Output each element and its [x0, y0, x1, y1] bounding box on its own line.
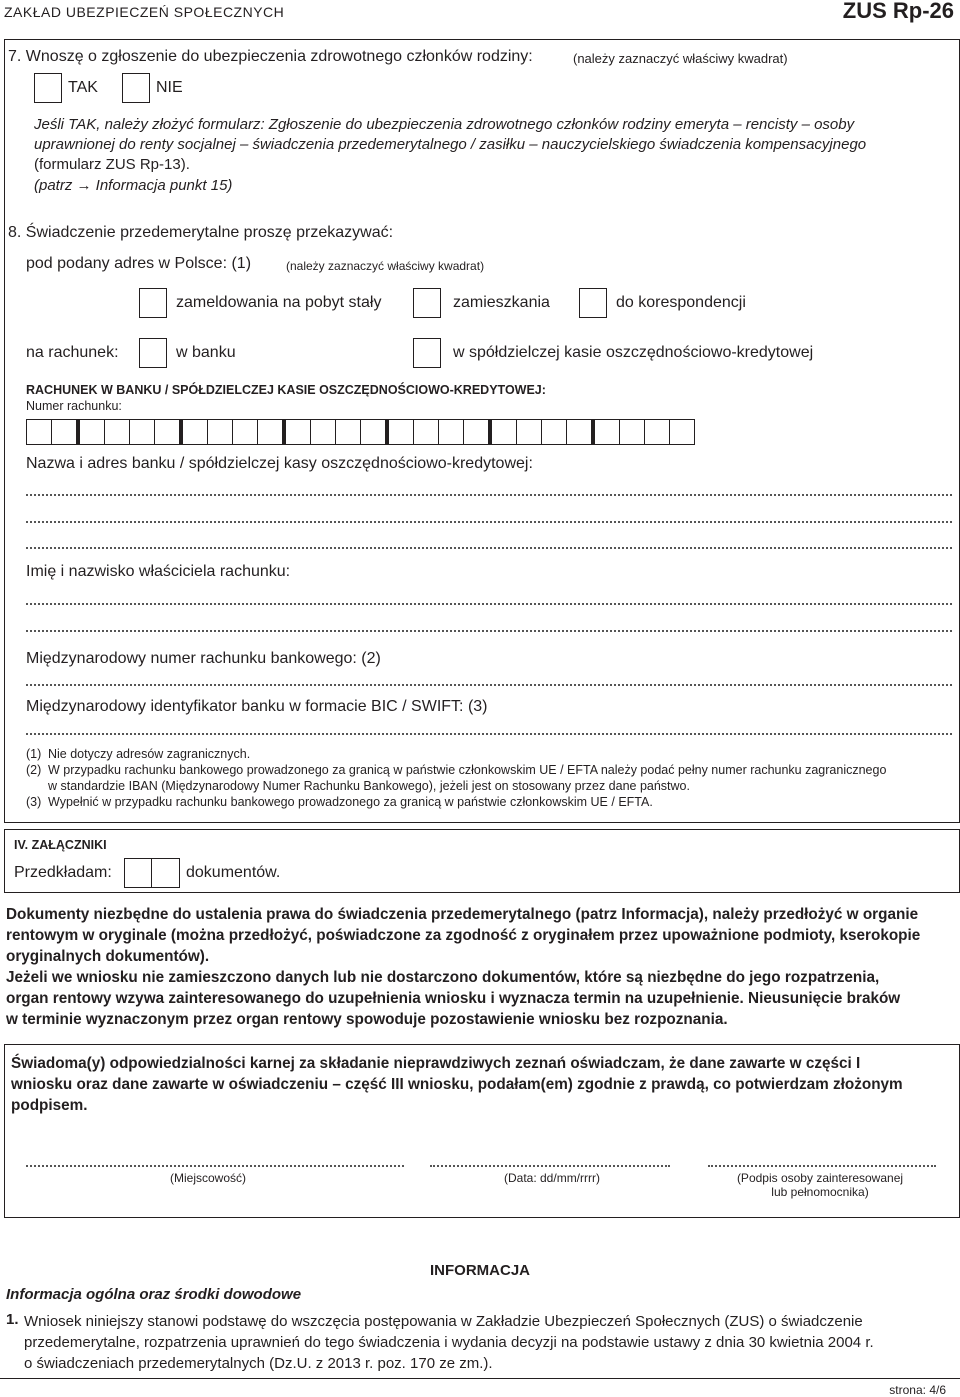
place-label: (Miejscowość)	[170, 1171, 247, 1185]
section7-title: 7. Wnoszę o zgłoszenie do ubezpieczenia zdrowotnego członków rodziny:	[8, 48, 533, 65]
footnote-3: (3) Wypełnić w przypadku rachunku bankowego prowadzonego za granicą w państwie członkowskim UE / EFTA.	[26, 795, 653, 809]
no-label: NIE	[156, 79, 183, 96]
bic-line[interactable]	[26, 729, 952, 735]
date-field[interactable]	[430, 1163, 670, 1167]
attachments-label: Przedkładam:	[14, 864, 112, 881]
bank-name-line-2[interactable]	[26, 517, 952, 523]
documents-paragraph: Dokumenty niezbędne do ustalenia prawa do świadczenia przedemerytalnego (patrz Informacja), należy przedłożyć w organie rentowym w oryginale (można przedłożyć, poświadczone za zgodność z oryginałem przez upoważnione podmioty, kserokopie oryginalnych dokumentów). Jeżeli we wniosku nie zamieszczono danych lub nie dostarczono dokumentów, które są niezbędne do jego rozpatrzenia, organ rentowy wzywa zainteresowanego do uzupełnienia wniosku i wyznacza termin na uzupełnienie. Nieusunięcie braków w terminie wyznaczonym przez organ rentowy spowoduje pozostawienie wniosku bez rozpoznania.	[6, 906, 921, 1028]
registered-address-checkbox[interactable]	[139, 288, 167, 318]
section8-title: 8. Świadczenie przedemerytalne proszę przekazywać:	[8, 224, 394, 241]
correspondence-address-checkbox[interactable]	[579, 288, 607, 318]
no-checkbox[interactable]	[122, 73, 150, 103]
place-field[interactable]	[26, 1163, 404, 1167]
bank-checkbox[interactable]	[139, 338, 167, 368]
account-number-field[interactable]	[26, 419, 695, 445]
section7-info-line4: (patrz → Informacja punkt 15)	[34, 177, 233, 194]
section7-info-line1: Jeśli TAK, należy złożyć formularz: Zgłoszenie do ubezpieczenia zdrowotnego członków rodziny emeryta – rencisty – osoby	[34, 116, 855, 133]
form-code: ZUS Rp-26	[842, 0, 954, 23]
section7-hint: (należy zaznaczyć właściwy kwadrat)	[573, 51, 788, 66]
bank-name-label: Nazwa i adres banku / spółdzielczej kasy oszczędnościowo-kredytowej:	[26, 455, 533, 472]
account-label: na rachunek:	[26, 344, 119, 361]
owner-label: Imię i nazwisko właściciela rachunku:	[26, 563, 291, 580]
credit-union-checkbox[interactable]	[413, 338, 441, 368]
bank-name-line-1[interactable]	[26, 490, 952, 496]
correspondence-address-label: do korespondencji	[616, 294, 746, 311]
owner-line-1[interactable]	[26, 599, 952, 605]
attachments-count-field[interactable]	[124, 858, 180, 888]
iban-line[interactable]	[26, 680, 952, 686]
signature-field[interactable]	[708, 1163, 936, 1167]
declaration-text: Świadoma(y) odpowiedzialności karnej za składanie nieprawdziwych zeznań oświadczam, że dane zawarte w części I wniosku oraz dane zawarte w oświadczeniu – część III wniosku, podałam(em) zgodnie z prawdą, co potwierdzam złożonym podpisem.	[11, 1055, 903, 1114]
residence-address-label: zamieszkania	[453, 294, 550, 311]
attachments-suffix: dokumentów.	[186, 864, 281, 881]
account-number-label: Numer rachunku:	[26, 399, 122, 413]
information-heading: INFORMACJA	[430, 1262, 530, 1279]
owner-line-2[interactable]	[26, 626, 952, 632]
date-label: (Data: dd/mm/rrrr)	[504, 1171, 600, 1185]
section7-info-line3: (formularz ZUS Rp-13).	[34, 156, 190, 173]
page-number: strona: 4/6	[889, 1383, 946, 1397]
footer-rule	[0, 1378, 960, 1379]
information-item-text: Wniosek niniejszy stanowi podstawę do wszczęcia postępowania w Zakładzie Ubezpieczeń Społecznych (ZUS) o świadczenie przedemerytalne, rozpatrzenia uprawnień do tego świadczenia i wydania decyzji na podstawie ustawy z dnia 30 kwietnia 2004 r. o świadczeniach przedemerytalnych (Dz.U. z 2013 r. poz. 170 ze zm.).	[24, 1313, 874, 1372]
section7-info-line2: uprawnionej do renty socjalnej – świadczenia przedemerytalnego / zasiłku – nauczycielskiego świadczenia kompensacyjnego	[34, 136, 867, 153]
attachments-heading: IV. ZAŁĄCZNIKI	[14, 838, 107, 852]
institution-name: ZAKŁAD UBEZPIECZEŃ SPOŁECZNYCH	[4, 4, 285, 20]
information-subheading: Informacja ogólna oraz środki dowodowe	[6, 1286, 302, 1303]
bank-name-line-3[interactable]	[26, 543, 952, 549]
footnote-1: (1) Nie dotyczy adresów zagranicznych.	[26, 747, 251, 761]
credit-union-label: w spółdzielczej kasie oszczędnościowo-kredytowej	[453, 344, 814, 361]
residence-address-checkbox[interactable]	[413, 288, 441, 318]
bank-label: w banku	[176, 344, 236, 361]
information-item-number: 1.	[6, 1311, 19, 1328]
footnote-2-cont: w standardzie IBAN (Międzynarodowy Numer Rachunku Bankowego), jeżeli jest on stosowany przez dane państwo.	[48, 779, 690, 793]
bic-label: Międzynarodowy identyfikator banku w formacie BIC / SWIFT: (3)	[26, 698, 488, 715]
yes-checkbox[interactable]	[34, 73, 62, 103]
yes-label: TAK	[68, 79, 98, 96]
registered-address-label: zameldowania na pobyt stały	[176, 294, 382, 311]
account-heading: RACHUNEK W BANKU / SPÓŁDZIELCZEJ KASIE OSZCZĘDNOŚCIOWO-KREDYTOWEJ:	[26, 383, 546, 397]
iban-label: Międzynarodowy numer rachunku bankowego: (2)	[26, 650, 381, 667]
address-label: pod podany adres w Polsce: (1)	[26, 255, 252, 272]
address-hint: (należy zaznaczyć właściwy kwadrat)	[286, 259, 485, 273]
signature-label: (Podpis osoby zainteresowanej lub pełnomocnika)	[736, 1171, 904, 1199]
footnote-2: (2) W przypadku rachunku bankowego prowadzonego za granicą w państwie członkowskim UE / EFTA należy podać pełny numer rachunku zagranicznego	[26, 763, 887, 777]
